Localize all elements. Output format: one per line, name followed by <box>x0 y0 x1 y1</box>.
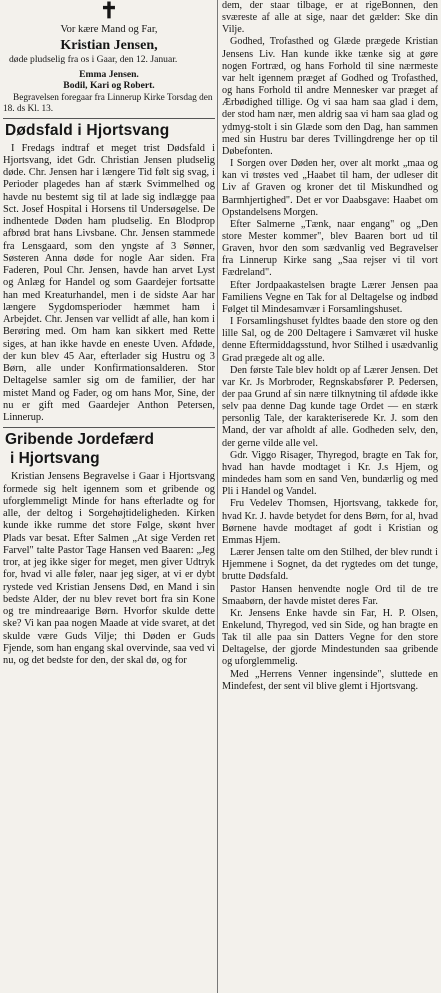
death-notice-opening: Vor kære Mand og Far, <box>60 24 158 35</box>
article-2-paragraph: Efter Salmerne „Tænk, naar engang" og „Den store Mester kommer", blev Baaren bort ud til Graven, hvor den som sædvanlig ved Begravelser fra Linnerup Kirke sang „Saa rejser vi til vort Fædreland". <box>222 218 438 279</box>
article-2-paragraph: I Forsamlingshuset fyldtes baade den store og den lille Sal, og de 200 Deltagere i Samværet vil huske denne Eftermiddagsstund, hvor Stilhed i usædvanlig Grad prægede alt og alle. <box>222 316 438 364</box>
divider <box>3 427 215 428</box>
article-1-headline: Dødsfald i Hjortsvang <box>5 121 170 139</box>
article-2-paragraph: Den første Tale blev holdt op af Lærer Jensen. Det var Kr. Js Morbroder, Regnskabsfører P. Pedersen, der paa Grund af sin nære tilknytning til afdøde ikke selv paa denne Dag kunde tage Ordet — en stærk personlig Tale, der karakteriserede Kr. J. som den Mand, der var afholdt af alle. Godheden selv, den, der gerne vilde alle vel. <box>222 364 438 449</box>
death-notice-signer-line: Bodil, Kari og Robert. <box>63 80 155 92</box>
article-2-body-left: Kristian Jensens Begravelse i Gaar i Hjortsvang formede sig helt igennem som et gribende og uforglemmeligt Minde for hans efterladte og for alle, der deltog i Sorgehøjtideligheden. Kirken kunde ikke rumme det store Følge, skønt hver Plads var besat. Efter Salmen „At sige Verden ret Farvel" talte Pastor Tage Hansen ved Baaren: „Jeg tror, at jeg ikke siger for meget, men giver Udtryk for, hvad vi alle føler, naar jeg siger, at vi er dybt rystede ved Kristian Jensens Død, en Mand i sin bedste Alder, der nu blev revet bort fra sin Kone og tre mindreaarige Børn. Hvorfor skulde dette ske? Vi kan paa nogen Maade at vide svaret, at det skulde være Guds Vilje; thi Døden er Guds Fjende, som han engang skal overvinde, saa ved vi nu, og det bedste for den, der skal dø, og for <box>3 471 215 667</box>
right-column <box>222 0 438 693</box>
article-2-paragraph: Lærer Jensen talte om den Stilhed, der blev rundt i Hjemmene i Sognet, da det rygtedes om det tunge, brutte Dødsfald. <box>222 547 438 583</box>
article-2-paragraph: Med „Herrens Venner ingensinde", sluttede en Mindefest, der sent vil blive glemt i Hjortsvang. <box>222 668 438 692</box>
article-2-paragraph: Pastor Hansen henvendte nogle Ord til de tre Smaabørn, der havde mistet deres Far. <box>222 583 438 607</box>
article-2-headline <box>5 430 215 468</box>
article-2-paragraph: Kr. Jensens Enke havde sin Far, H. P. Olsen, Enkelund, Thyregod, ved sin Side, og han bragte en Tak til alle paa sin Datters Vegne for den store Deltagelse, der gjorde Mindestunden saa gribende og uforglemmelig. <box>222 607 438 668</box>
article-2-paragraph: Fru Vedelev Thomsen, Hjortsvang, takkede for, hvad Kr. J. havde betydet for dens Børn, for al, hvad Børnene havde modtaget af godt i Kristian og Emmas Hjem. <box>222 498 438 546</box>
article-2-paragraph: I Sorgen over Døden her, over alt morkt „maa og kan vi trøstes ved „Haabet til ham, der udleser dit Liv af Graven og kroner det til Miskundhed og Barmhjertighed". Det er vor Daabsgave: Haabet om Opstandelsens Morgen. <box>222 158 438 218</box>
divider <box>3 118 215 119</box>
cross-icon: ✝ <box>99 0 119 23</box>
article-2-paragraph: Godhed, Trofasthed og Glæde prægede Kristian Jensens Liv. Han kunde ikke tænke sig at gøre nogen Fortræd, og hans Forhold til sine nærmeste var helt igennem præget af Godhed og Trofasthed, og hans Forhold til andre Mennesker var præget af Ærbødighed tillige. Og vi saa ham saa glad i dem, der stod ham nær, men aldrig saa vi ham saa glad og ydmyg-stolt i sin Glæde som den Dag, han sammen med sin Hustru bar deres Tvillingdrenge her op til Døbefonten. <box>222 36 438 157</box>
article-1-body: I Fredags indtraf et meget trist Dødsfald i Hjortsvang, idet Gdr. Christian Jensen pludselig døde. Chr. Jensen har i længere Tid følt sig svag, i Perioder plagedes han af stærk Svimmelhed og havde nu bestemt sig til at lade sig indlægge paa Sct. Josef Hospital i Horsens til Undersøgelse. De indhentede Døden ham pludselig. En Blodprop afbrød brat hans Livsbane. Chr. Jensen stammede fra Lensgaard, som den yngste af 3 Sønner, Søsteren Anna døde for nogle Aar siden. Fra Faderen, Poul Chr. Jensen, havde han arvet Lyst og Anlæg for Handel og som Gaardejer fortsatte han med Kreaturhandel, men i de sidste Aar har længere Sygdomsperioder hæmmet ham i Arbejdet. Chr. Jensen var vellidt af alle, han kom i Berøring med. Om ham kan sikkert med Rette siges, at han ikke havde en eneste Uven. Afdøde, der kun blev 45 Aar, efterlader sig Hustru og 3 Børn, alle under Konfirmationsalderen. Stor Deltagelse samler sig om de familier, der har mistet Mand og Fader, og om hans Mor, Sine, der nu er gift med Gaardejer Anthon Petersen, Linnerup. <box>3 142 215 424</box>
article-2-paragraph: Efter Jordpaakastelsen bragte Lærer Jensen paa Familiens Vegne en Tak for al Deltagelse og indbød Følget til Mindesamvær i Forsamlingshuset. <box>222 279 438 315</box>
death-notice-name: Kristian Jensen, <box>60 38 158 53</box>
death-notice-signers <box>3 69 215 91</box>
column-rule <box>217 0 218 993</box>
article-2-headline-line-1: Gribende Jordefærd <box>5 431 154 449</box>
death-notice-signer-line: Emma Jensen. <box>79 69 139 81</box>
article-2-headline-line-2: i Hjortsvang <box>10 450 100 468</box>
article-2-paragraph: dem, der staar tilbage, er at rigeBonnen, den sværeste af alle at sige, naar det gælder: Ske din Vilje. <box>222 0 438 36</box>
left-column <box>3 0 215 667</box>
article-2-paragraph: Gdr. Viggo Risager, Thyregod, bragte en Tak for, hvad han havde modtaget i Kr. J.s Hjem, og mindedes ham som en sand Ven, bundærlig og med Pli i Handel og Vandel. <box>222 449 438 498</box>
death-notice-funeral-info: Begravelsen foregaar fra Linnerup Kirke Torsdag den 18. ds Kl. 13. <box>3 92 213 114</box>
death-notice-text: døde pludselig fra os i Gaar, den 12. Januar. <box>9 54 178 65</box>
